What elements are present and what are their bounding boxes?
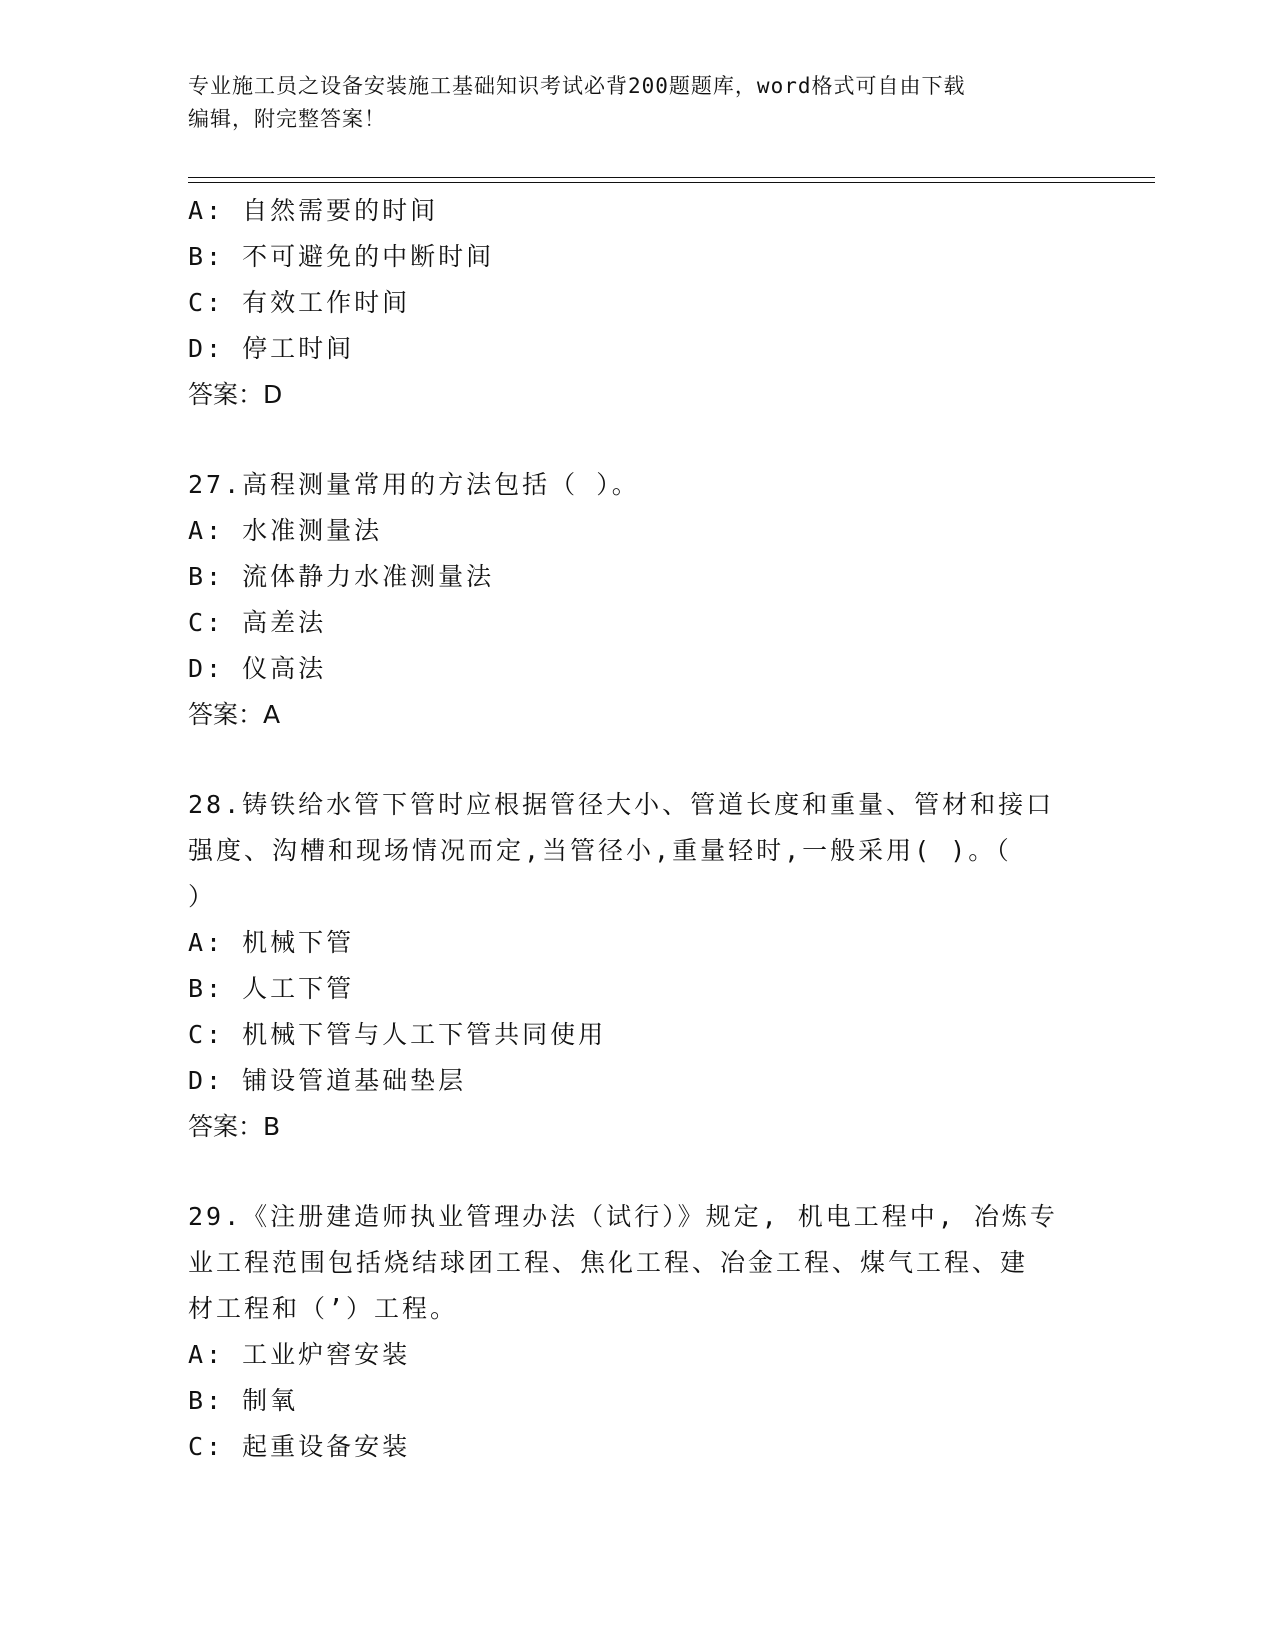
option-b: B: 流体静力水准测量法	[188, 562, 495, 591]
question-text-line-1: 28.铸铁给水管下管时应根据管径大小、管道长度和重量、管材和接口	[188, 790, 1055, 819]
option-b: B: 不可避免的中断时间	[188, 242, 495, 271]
header-divider-top	[188, 177, 1155, 178]
answer: 答案：A	[188, 700, 281, 729]
question-text-line-3: ）	[188, 882, 217, 911]
question-text: 27.高程测量常用的方法包括（ ）。	[188, 470, 640, 499]
option-d: D: 停工时间	[188, 334, 355, 363]
option-c: C: 有效工作时间	[188, 288, 411, 317]
question-text-line-3: 材工程和（’）工程。	[188, 1294, 459, 1323]
option-d: D: 铺设管道基础垫层	[188, 1066, 467, 1095]
answer: 答案：D	[188, 380, 283, 409]
option-b: B: 制氧	[188, 1386, 299, 1415]
option-a: A: 工业炉窖安装	[188, 1340, 411, 1369]
question-text-line-1: 29.《注册建造师执业管理办法（试行）》规定, 机电工程中, 冶炼专	[188, 1202, 1058, 1231]
header-line-1: 专业施工员之设备安装施工基础知识考试必背200题题库，word格式可自由下载	[188, 74, 966, 98]
header-divider-bottom	[188, 182, 1155, 183]
question-list	[188, 188, 1088, 1470]
header-line-2: 编辑，附完整答案！	[188, 107, 386, 131]
option-c: C: 起重设备安装	[188, 1432, 411, 1461]
option-b: B: 人工下管	[188, 974, 355, 1003]
document-header	[188, 70, 1088, 136]
question-29	[188, 1194, 1088, 1470]
question-text-line-2: 业工程范围包括烧结球团工程、焦化工程、冶金工程、煤气工程、建	[188, 1248, 1029, 1277]
question-26	[188, 188, 1088, 418]
question-text-line-2: 强度、沟槽和现场情况而定,当管径小,重量轻时,一般采用( )。（	[188, 836, 1012, 865]
option-a: A: 机械下管	[188, 928, 355, 957]
option-c: C: 机械下管与人工下管共同使用	[188, 1020, 607, 1049]
question-28	[188, 782, 1088, 1150]
answer: 答案：B	[188, 1112, 281, 1141]
question-27	[188, 462, 1088, 738]
option-c: C: 高差法	[188, 608, 327, 637]
option-d: D: 仪高法	[188, 654, 327, 683]
option-a: A: 自然需要的时间	[188, 196, 439, 225]
option-a: A: 水准测量法	[188, 516, 383, 545]
